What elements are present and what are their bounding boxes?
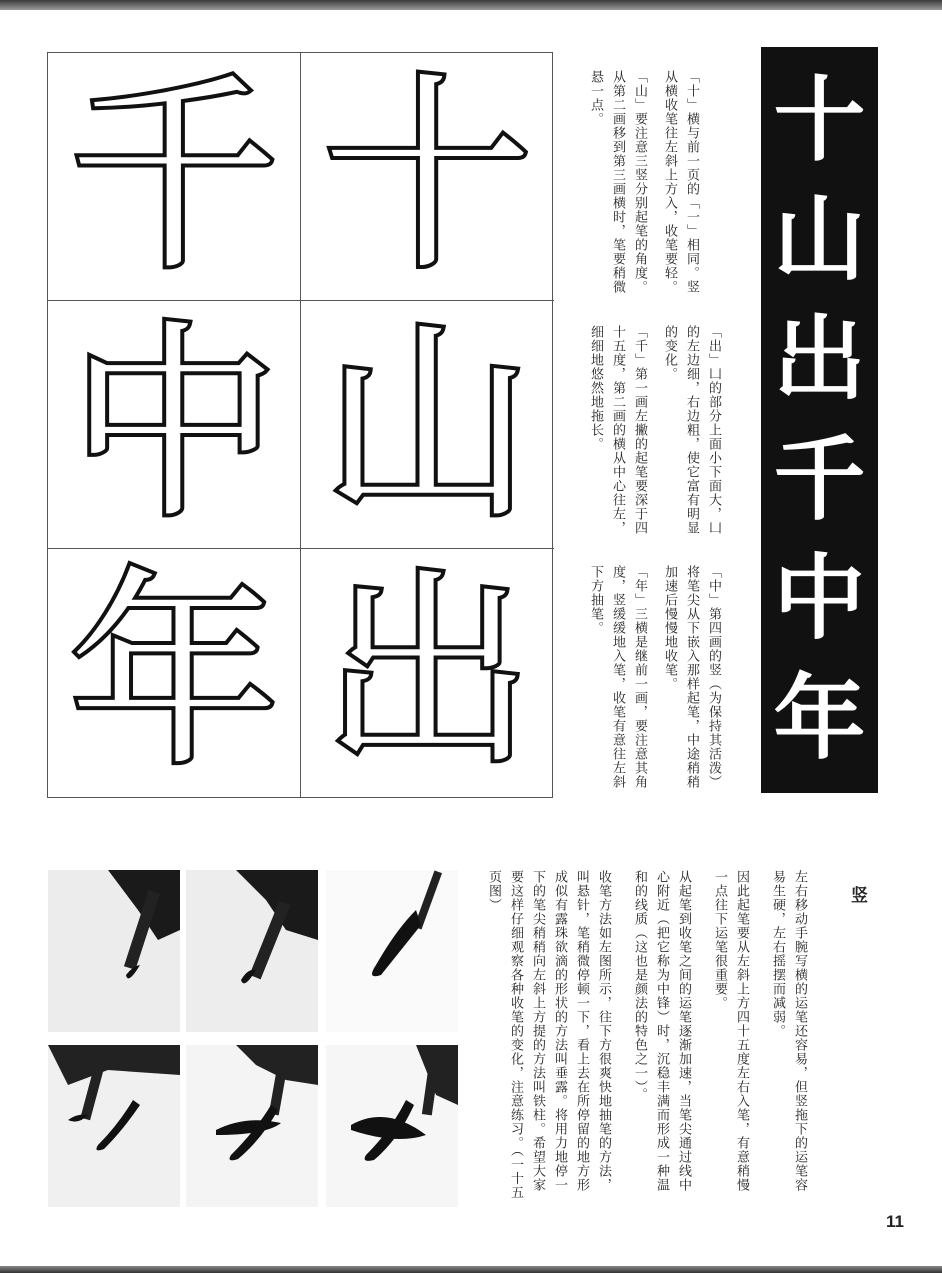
brush-photo-1: [48, 870, 180, 1032]
practice-grid: [47, 52, 553, 798]
brush-stroke-illustration: [48, 870, 180, 1032]
note-qian: 「千」第一画左撇的起笔要深于四十五度，第二画的横从中心往左，细细地悠然地拖长。: [588, 325, 647, 535]
page-number: 11: [886, 1212, 904, 1231]
note-zhong: 「中」第四画的竖（为保持其活泼）将笔尖从下嵌入那样起笔，中途稍稍加速后慢慢地收笔。: [662, 565, 721, 789]
grid-char: 十: [322, 53, 533, 299]
bottom-note-2: 因此起笔要从左斜上方四十五度左右入笔，有意稍慢一点往下运笔很重要。: [712, 870, 749, 1192]
title-panel: [761, 47, 878, 793]
title-char: 出: [773, 306, 866, 414]
grid-cell: [48, 301, 301, 549]
grid-cell: [301, 301, 554, 549]
note-column-lower: [584, 565, 724, 790]
note-shan: 「山」要注意三竖分别起笔的角度。从第二画移到第三画横时，笔要稍微悬一点。: [588, 70, 647, 294]
brush-stroke-illustration: [186, 1045, 318, 1207]
title-char: 千: [773, 425, 866, 533]
grid-char: 中: [68, 301, 279, 547]
brush-photo-3: [326, 870, 458, 1032]
grid-char: 出: [322, 550, 533, 795]
bottom-note-1: 左右移动手腕写横的运笔还容易，但竖拖下的运笔容易生硬，左右摇摆而减弱。: [770, 870, 807, 1192]
grid-char: 年: [68, 550, 279, 795]
brush-stroke-illustration: [186, 870, 318, 1032]
title-char: 十: [773, 66, 866, 174]
brush-stroke-illustration: [326, 870, 458, 1032]
brush-stroke-illustration: [48, 1045, 180, 1207]
grid-char: 千: [68, 53, 279, 299]
grid-cell: [48, 549, 301, 797]
title-char: 山: [773, 186, 866, 294]
grid-char: 山: [322, 301, 533, 547]
grid-cell: [301, 53, 554, 301]
top-rule: [0, 0, 942, 10]
note-nian: 「年」三横是继前一画，要注意其角度，竖缓缓地入笔，收笔有意往左斜下方抽笔。: [588, 565, 647, 789]
brush-stroke-illustration: [326, 1045, 458, 1207]
note-column-upper: [584, 70, 702, 295]
note-shi: 「十」横与前一页的「一」相同。竖从横收笔往左斜上方入，收笔要轻。: [662, 70, 699, 294]
title-char: 年: [773, 665, 866, 773]
bottom-note-3: 从起笔到收笔之间的运笔逐渐加速，当笔尖通过线中心附近（把它称为中锋）时，沉稳丰满而形成一种温和的线质（这也是颜法的特色之一）。: [632, 870, 691, 1192]
brush-photo-4: [48, 1045, 180, 1207]
note-column-middle: [584, 325, 724, 535]
brush-photo-2: [186, 870, 318, 1032]
note-chu: 「出」凵的部分上面小下面大，凵的左边细，右边粗，使它富有明显的变化。: [662, 325, 721, 535]
grid-cell: [301, 549, 554, 797]
brush-photo-6: [326, 1045, 458, 1207]
bottom-text-column: [482, 870, 810, 1200]
bottom-rule: [0, 1266, 942, 1273]
brush-photo-5: [186, 1045, 318, 1207]
title-char: 中: [773, 545, 866, 653]
section-title: 竖: [847, 886, 867, 905]
grid-cell: [48, 53, 301, 301]
bottom-note-4: 收笔方法如左图所示，往下方很爽快地抽笔的方法，叫悬针，笔稍微停顿一下，看上去在所停留的地方形成似有露珠欲滴的形状的方法叫垂露。将用力地停一下的笔尖稍稍向左斜上方提的方法叫铁柱。希望大家要这样仔细观察各种收笔的变化，注意练习。（一十五页图）: [486, 870, 611, 1200]
